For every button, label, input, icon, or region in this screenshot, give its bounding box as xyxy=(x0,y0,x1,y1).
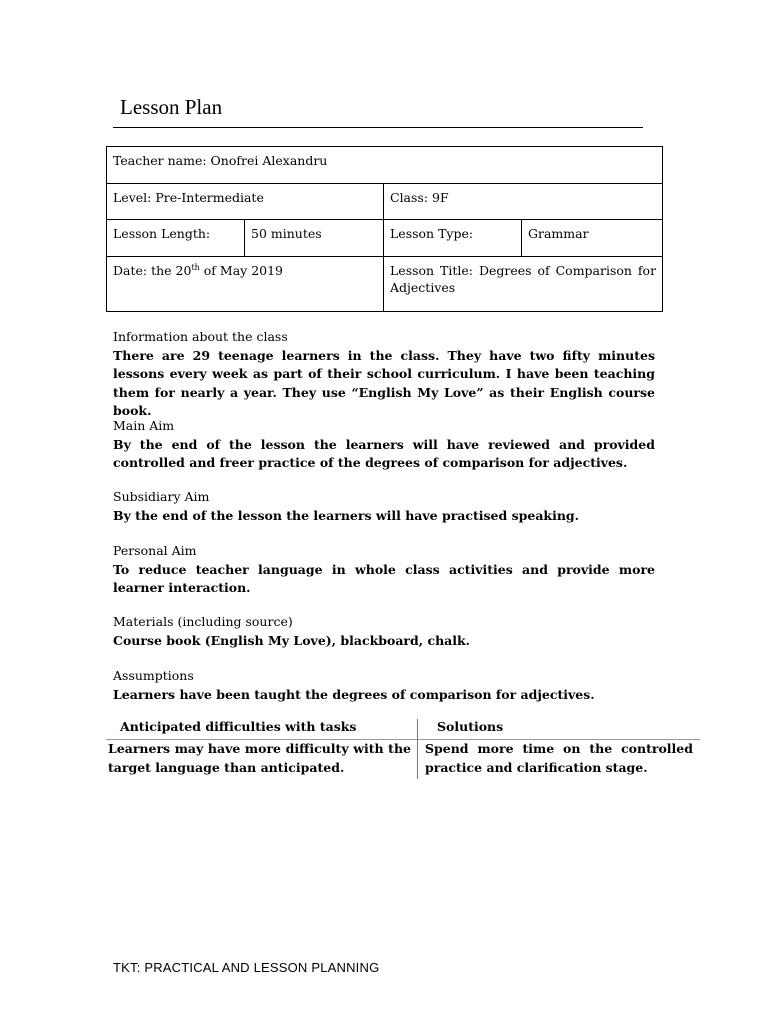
lesson-title-cell: Lesson Title: Degrees of Comparison for Adjectives xyxy=(384,257,663,312)
difficulties-column-header: Anticipated difficulties with tasks xyxy=(120,719,357,734)
teacher-name-cell: Teacher name: Onofrei Alexandru xyxy=(107,147,663,184)
date-prefix: Date: the 20 xyxy=(113,263,192,278)
section-body: To reduce teacher language in whole class activities and provide more learner interaction. xyxy=(113,561,655,595)
class-info-section xyxy=(113,328,655,421)
lesson-info-table xyxy=(106,146,663,312)
section-heading: Assumptions xyxy=(113,668,194,683)
lesson-length-label: Lesson Length: xyxy=(107,220,245,257)
section-body: Course book (English My Love), blackboard, chalk. xyxy=(113,632,471,648)
section-body: By the end of the lesson the learners will have reviewed and provided controlled and freer practice of the degrees of comparison for adjectives. xyxy=(113,436,655,470)
solutions-column-header: Solutions xyxy=(437,719,504,734)
page-title: Lesson Plan xyxy=(120,95,223,119)
table-row xyxy=(107,257,663,312)
table-row xyxy=(107,147,663,184)
class-cell: Class: 9F xyxy=(384,184,663,220)
section-body: Learners have been taught the degrees of comparison for adjectives. xyxy=(113,686,595,702)
lesson-type-label: Lesson Type: xyxy=(384,220,522,257)
section-heading: Information about the class xyxy=(113,329,288,344)
section-heading: Subsidiary Aim xyxy=(113,489,210,504)
table-row xyxy=(107,220,663,257)
title-divider xyxy=(113,127,643,128)
section-heading: Personal Aim xyxy=(113,543,197,558)
personal-aim-section xyxy=(113,542,655,598)
solution-cell: Spend more time on the controlled practice and clarification stage. xyxy=(425,741,693,775)
date-ordinal: th xyxy=(191,262,200,272)
lesson-length-value: 50 minutes xyxy=(245,220,384,257)
assumptions-section xyxy=(113,667,655,704)
main-aim-section xyxy=(113,417,655,473)
page-footer: TKT: PRACTICAL AND LESSON PLANNING xyxy=(113,960,380,975)
difficulty-cell: Learners may have more difficulty with the target language than anticipated. xyxy=(108,741,411,775)
lesson-type-value: Grammar xyxy=(522,220,663,257)
section-heading: Materials (including source) xyxy=(113,614,293,629)
level-cell: Level: Pre-Intermediate xyxy=(107,184,384,220)
materials-section xyxy=(113,613,655,650)
subsidiary-aim-section xyxy=(113,488,655,525)
table-row xyxy=(107,184,663,220)
column-divider xyxy=(417,719,418,779)
section-heading: Main Aim xyxy=(113,418,175,433)
date-suffix: of May 2019 xyxy=(199,263,284,278)
date-cell xyxy=(107,257,384,312)
section-body: By the end of the lesson the learners will have practised speaking. xyxy=(113,507,580,523)
section-body: There are 29 teenage learners in the class. They have two fifty minutes lessons every week as part of their school curriculum. I have been teaching them for nearly a year. They use “English My Love” as their English course book. xyxy=(113,347,655,418)
